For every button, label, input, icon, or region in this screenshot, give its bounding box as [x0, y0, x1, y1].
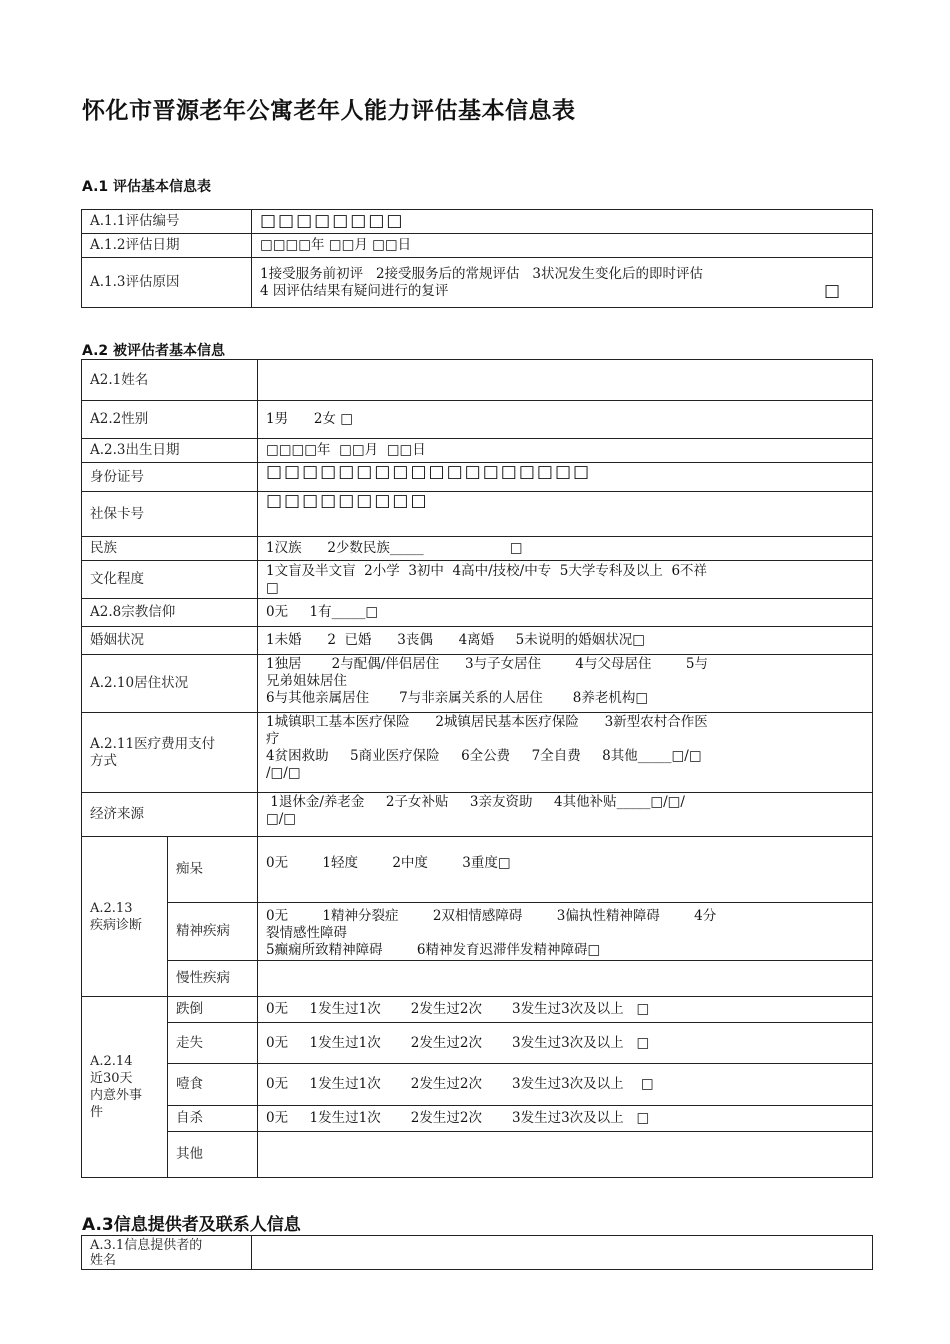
chronic-disease-label: 慢性疾病: [168, 961, 258, 997]
medical-options-line: 1城镇职工基本医疗保险 2城镇居民基本医疗保险 3新型农村合作医: [266, 714, 708, 730]
reason-options-line: 1接受服务前初评 2接受服务后的常规评估 3状况发生变化后的即时评估: [260, 265, 704, 282]
education-label: 文化程度: [82, 561, 258, 599]
a2-table: [81, 359, 873, 1178]
assessment-reason-field[interactable]: [252, 258, 873, 308]
accidents-label-line: 近30天: [90, 1071, 133, 1086]
assessment-date-field[interactable]: □□□□年 □□月 □□日: [252, 234, 873, 258]
living-options-line: 兄弟姐妹居住: [266, 673, 347, 689]
assessment-number-field[interactable]: □□□□□□□□: [252, 210, 873, 234]
provider-label-line: A.3.1信息提供者的: [90, 1237, 203, 1253]
mental-options-line: 0无 1精神分裂症 2双相情感障碍 3偏执性精神障碍 4分: [266, 908, 717, 924]
provider-name-label: [82, 1236, 252, 1270]
living-options-line: 6与其他亲属居住 7与非亲属关系的人居住 8养老机构□: [266, 690, 649, 706]
choking-label: 噎食: [168, 1064, 258, 1106]
income-source-label: 经济来源: [82, 793, 258, 837]
accidents-label: [82, 997, 168, 1178]
disease-diagnosis-label: [82, 837, 168, 997]
section-a3-heading: A.3信息提供者及联系人信息: [82, 1215, 301, 1235]
social-security-field[interactable]: □□□□□□□□□: [258, 492, 873, 537]
a1-table: [81, 209, 873, 308]
income-source-field[interactable]: [258, 793, 873, 837]
lost-field[interactable]: 0无 1发生过1次 2发生过2次 3发生过3次及以上 □: [258, 1023, 873, 1064]
provider-name-field[interactable]: [252, 1236, 873, 1270]
fall-label: 跌倒: [168, 997, 258, 1023]
id-number-label: 身份证号: [82, 463, 258, 492]
ethnicity-label: 民族: [82, 537, 258, 561]
section-a1-heading: A.1 评估基本信息表: [82, 179, 212, 195]
suicide-field[interactable]: 0无 1发生过1次 2发生过2次 3发生过3次及以上 □: [258, 1106, 873, 1132]
birth-date-field[interactable]: □□□□年 □□月 □□日: [258, 439, 873, 463]
name-field[interactable]: [258, 360, 873, 401]
suicide-label: 自杀: [168, 1106, 258, 1132]
education-field[interactable]: [258, 561, 873, 599]
medical-options-line: /□/□: [266, 765, 301, 781]
education-checkbox[interactable]: □: [266, 579, 279, 596]
mental-illness-label: 精神疾病: [168, 903, 258, 961]
fall-field[interactable]: 0无 1发生过1次 2发生过2次 3发生过3次及以上 □: [258, 997, 873, 1023]
chronic-disease-field[interactable]: [258, 961, 873, 997]
id-number-field[interactable]: □□□□□□□□□□□□□□□□□□: [258, 463, 873, 492]
dementia-field[interactable]: 0无 1轻度 2中度 3重度□: [258, 837, 873, 903]
reason-checkbox[interactable]: □: [823, 280, 840, 301]
medical-payment-field[interactable]: [258, 713, 873, 793]
reason-options-line: 4 因评估结果有疑问进行的复评: [260, 282, 449, 299]
section-a2-heading: A.2 被评估者基本信息: [82, 343, 226, 359]
a1-row-label: A.1.3评估原因: [82, 258, 252, 308]
medical-payment-label-line: A.2.11医疗费用支付: [90, 735, 216, 752]
accidents-label-line: 件: [90, 1105, 104, 1120]
name-label: A2.1姓名: [82, 360, 258, 401]
disease-label-line: A.2.13: [90, 900, 133, 916]
mental-illness-field[interactable]: [258, 903, 873, 961]
sex-field[interactable]: 1男 2女 □: [258, 401, 873, 439]
a1-row-label: A.1.2评估日期: [82, 234, 252, 258]
medical-payment-label-line: 方式: [90, 752, 117, 769]
medical-options-line: 疗: [266, 731, 280, 747]
ethnicity-field[interactable]: [258, 537, 873, 561]
choking-field[interactable]: 0无 1发生过1次 2发生过2次 3发生过3次及以上 □: [258, 1064, 873, 1106]
mental-options-line: 5癫痫所致精神障碍 6精神发育迟滞伴发精神障碍□: [266, 942, 601, 958]
living-status-label: A.2.10居住状况: [82, 655, 258, 713]
marital-status-field[interactable]: 1未婚 2 已婚 3丧偶 4离婚 5未说明的婚姻状况□: [258, 627, 873, 655]
income-options-line: 1退休金/养老金 2子女补贴 3亲友资助 4其他补贴_____□/□/: [266, 794, 685, 810]
religion-label: A2.8宗教信仰: [82, 599, 258, 627]
provider-label-line: 姓名: [90, 1252, 117, 1268]
income-options-line: □/□: [266, 811, 297, 827]
social-security-label: 社保卡号: [82, 492, 258, 537]
a3-table: [81, 1235, 873, 1270]
birth-date-label: A.2.3出生日期: [82, 439, 258, 463]
other-accident-field[interactable]: [258, 1132, 873, 1178]
education-options: 1文盲及半文盲 2小学 3初中 4高中/技校/中专 5大学专科及以上 6不祥: [266, 562, 708, 579]
marital-status-label: 婚姻状况: [82, 627, 258, 655]
dementia-label: 痴呆: [168, 837, 258, 903]
mental-options-line: 裂情感性障碍: [266, 925, 347, 941]
accidents-label-line: 内意外事: [90, 1088, 143, 1103]
accidents-label-line: A.2.14: [90, 1054, 133, 1069]
ethnicity-checkbox[interactable]: □: [509, 540, 523, 556]
page-title: 怀化市晋源老年公寓老年人能力评估基本信息表: [82, 98, 576, 124]
sex-label: A2.2性别: [82, 401, 258, 439]
religion-field[interactable]: 0无 1有_____□: [258, 599, 873, 627]
ethnicity-options: 1汉族 2少数民族_____: [266, 540, 424, 556]
other-accident-label: 其他: [168, 1132, 258, 1178]
living-options-line: 1独居 2与配偶/伴侣居住 3与子女居住 4与父母居住 5与: [266, 656, 708, 672]
medical-payment-label: [82, 713, 258, 793]
disease-label-line: 疾病诊断: [90, 917, 143, 933]
a1-row-label: A.1.1评估编号: [82, 210, 252, 234]
medical-options-line: 4贫困救助 5商业医疗保险 6全公费 7全自费 8其他_____□/□: [266, 748, 702, 764]
lost-label: 走失: [168, 1023, 258, 1064]
living-status-field[interactable]: [258, 655, 873, 713]
